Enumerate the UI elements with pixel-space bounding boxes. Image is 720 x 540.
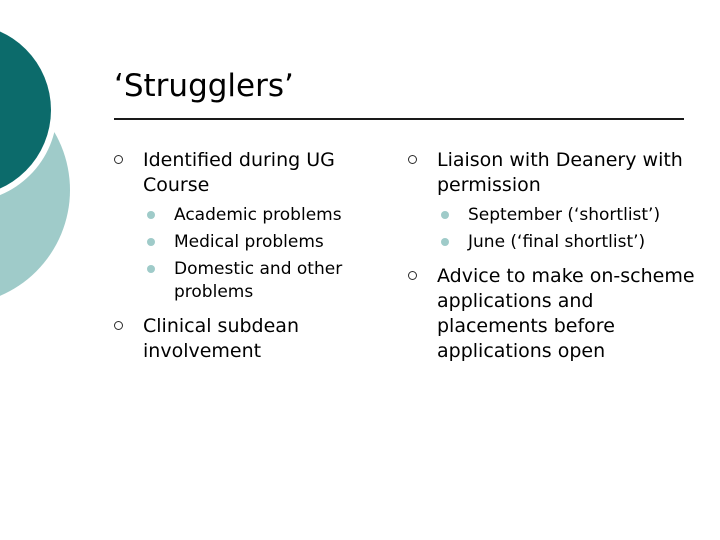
sub-bullet-text: September (‘shortlist’)	[468, 205, 661, 225]
slide-title: ‘Strugglers’	[114, 68, 294, 104]
bullet-text: Liaison with Deanery with permission	[437, 149, 683, 196]
hollow-bullet-icon	[114, 155, 123, 164]
bullet-item	[114, 148, 384, 304]
sub-bullet-item	[143, 204, 384, 227]
decorative-circles	[0, 0, 90, 300]
hollow-bullet-icon	[408, 271, 417, 280]
dot-bullet-icon	[441, 238, 449, 246]
right-column	[408, 148, 698, 374]
sub-bullet-item	[437, 204, 698, 227]
bullet-text: Clinical subdean involvement	[143, 315, 299, 362]
left-column	[114, 148, 384, 374]
hollow-bullet-icon	[408, 155, 417, 164]
sub-list	[143, 204, 384, 304]
bullet-text: Identified during UG Course	[143, 149, 335, 196]
title-divider	[114, 118, 684, 120]
bullet-item	[408, 264, 698, 364]
bullet-text: Advice to make on-scheme applications and placements before applications open	[437, 265, 695, 362]
dot-bullet-icon	[441, 211, 449, 219]
sub-bullet-text: Academic problems	[174, 205, 342, 225]
hollow-bullet-icon	[114, 321, 123, 330]
sub-list	[437, 204, 698, 254]
dot-bullet-icon	[147, 238, 155, 246]
sub-bullet-text: Domestic and other problems	[174, 259, 343, 302]
bullet-item	[408, 148, 698, 254]
bullet-item	[114, 314, 384, 364]
sub-bullet-item	[143, 258, 384, 304]
dot-bullet-icon	[147, 265, 155, 273]
sub-bullet-text: June (‘final shortlist’)	[468, 232, 646, 252]
sub-bullet-item	[437, 231, 698, 254]
sub-bullet-item	[143, 231, 384, 254]
dot-bullet-icon	[147, 211, 155, 219]
sub-bullet-text: Medical problems	[174, 232, 324, 252]
